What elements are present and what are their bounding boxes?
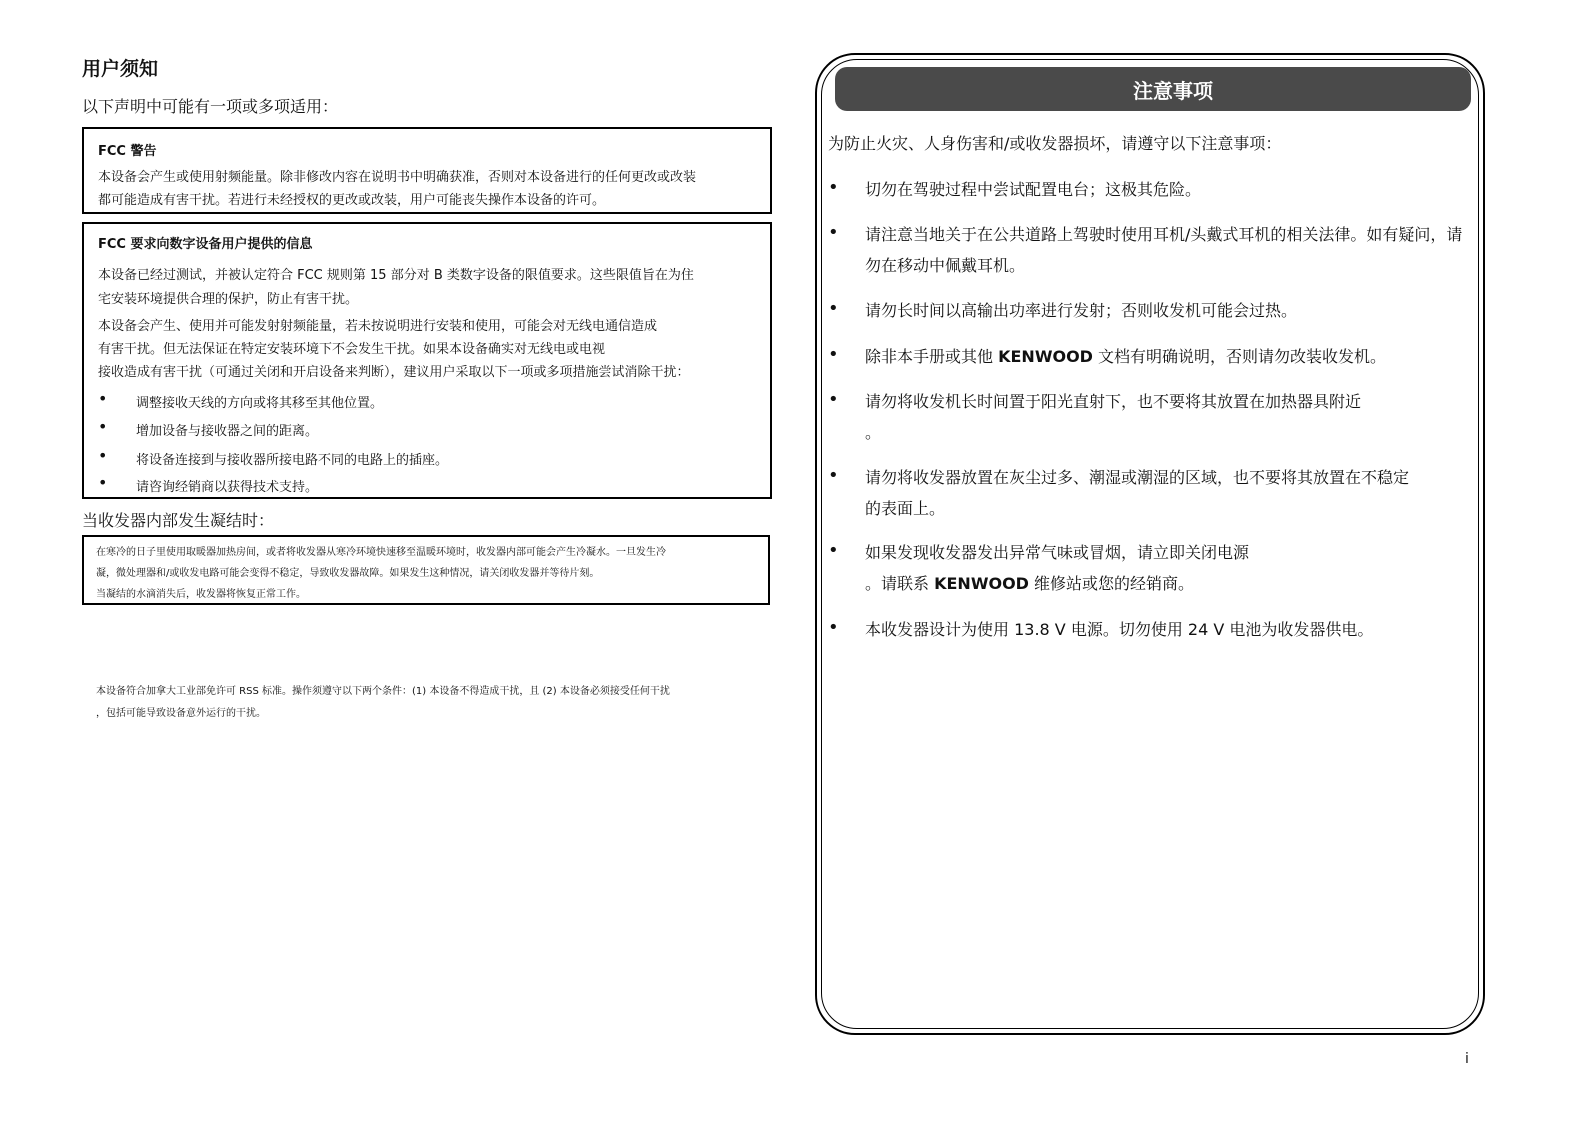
intro-text: 以下声明中可能有一项或多项适用： [82, 97, 339, 116]
fcc-warning-box [82, 127, 772, 214]
condensation-heading: 当收发器内部发生凝结时： [82, 511, 275, 530]
ic-statement: 本设备符合加拿大工业部免许可 RSS 标准。操作须遵守以下两个条件：(1) 本设备不得造成干扰，且 (2) 本设备必须接受任何干扰 ，包括可能导致设备意外运行的干扰。 [96, 686, 670, 719]
bullet-icon: • [98, 417, 108, 436]
page-number: i [1465, 1051, 1469, 1067]
page-title: 用户须知 [82, 58, 159, 80]
bullet-icon: • [828, 389, 839, 410]
fcc-warning-title: FCC 警告 [98, 144, 157, 159]
fcc-digital-title: FCC 要求向数字设备用户提供的信息 [98, 237, 313, 252]
fcc-digital-para1-line1: 本设备已经过测试，并被认定符合 FCC 规则第 15 部分对 B 类数字设备的限值要求。这些限值旨在为住 [98, 268, 694, 283]
bullet-icon: • [98, 446, 108, 465]
bullet-icon: • [828, 298, 839, 319]
fcc-digital-para1-line2: 宅安装环境提供合理的保护，防止有害干扰。 [98, 292, 359, 307]
bullet-icon: • [828, 540, 839, 561]
fcc-digital-para2-line2: 有害干扰。但无法保证在特定安装环境下不会发生干扰。如果本设备确实对无线电或电视 [98, 342, 606, 357]
precautions-intro: 为防止火灾、人身伤害和/或收发器损坏，请遵守以下注意事项： [828, 134, 1282, 153]
bullet-icon: • [98, 389, 108, 408]
fcc-warning-text-1: 本设备会产生或使用射频能量。除非修改内容在说明书中明确获准，否则对本设备进行的任何更改或改装 [98, 170, 697, 185]
bullet-icon: • [98, 473, 108, 492]
fcc-warning-text-2: 都可能造成有害干扰。若进行未经授权的更改或改装，用户可能丧失操作本设备的许可。 [98, 193, 606, 208]
condensation-box [82, 535, 770, 605]
bullet-icon: • [828, 222, 839, 243]
fcc-digital-info-box: FCC 要求向数字设备用户提供的信息 本设备已经过测试，并被认定符合 FCC 规则第 15 部分对 B 类数字设备的限值要求。这些限值旨在为住 宅安装环境提供合理的保护，防止有害干扰。 本设备会产生、使用并可能发射射频能量，若未按说明进行安装和使用，可能会对无线电通信造成 有害干扰。但无法保证在特定安装环境下不会发生干扰。如果本设备确实对无线电或电视 接收造成有害干扰（可通过关闭和开启设备来判断），建议用户采取以下一项或多项措施尝试消除干扰： • 调整接收天线的方向或将其移至其他位置。 • 增加设备与接收器之间的距离。 • 将设备连接到与接收器所接电路不同的电路上的插座。 • 请咨询经销商以获得技术支持。 [82, 222, 772, 499]
precautions-banner: 注意事项 [835, 67, 1471, 111]
fcc-digital-para2-line1: 本设备会产生、使用并可能发射射频能量，若未按说明进行安装和使用，可能会对无线电通信造成 [98, 319, 658, 334]
bullet-icon: • [828, 344, 839, 365]
bullet-icon: • [828, 617, 839, 638]
condensation-text: 在寒冷的日子里使用取暖器加热房间，或者将收发器从寒冷环境快速移至温暖环境时，收发器内部可能会产生冷凝水。一旦发生冷 凝，微处理器和/或收发电路可能会变得不稳定，导致收发器故障。如果发生这种情况，请关闭收发器并等待片刻。 当凝结的水滴消失后，收发器将恢复正常工作。 [96, 547, 666, 600]
fcc-digital-para2-line3: 接收造成有害干扰（可通过关闭和开启设备来判断），建议用户采取以下一项或多项措施尝试消除干扰： [98, 365, 690, 380]
bullet-icon: • [828, 177, 839, 198]
bullet-icon: • [828, 465, 839, 486]
